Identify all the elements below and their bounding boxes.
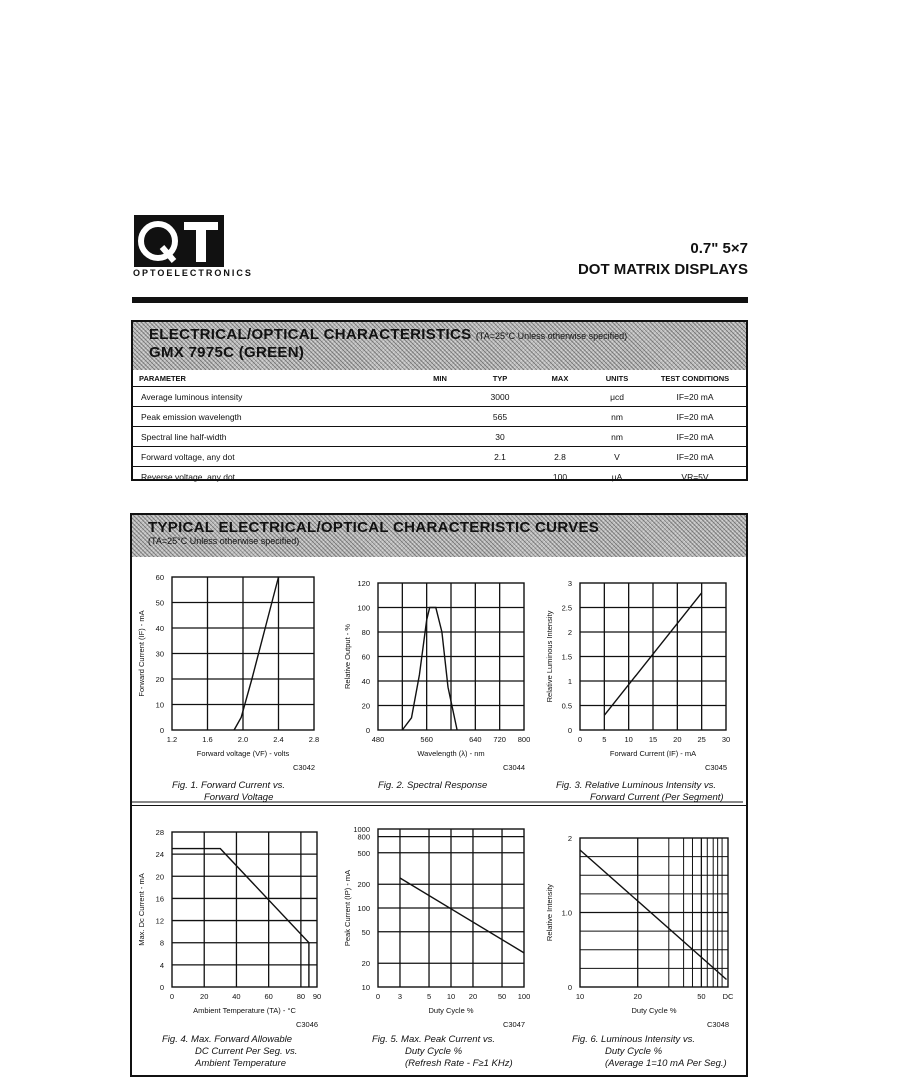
fig4-caption (162, 1034, 297, 1070)
chart-fig3-y-axis-label: Relative Luminous Intensity (545, 610, 554, 703)
chart-fig2-y-tick-label: 80 (361, 628, 370, 637)
chart-fig3-x-tick-label: 5 (602, 735, 607, 744)
chart-fig2-y-tick-label: 40 (361, 677, 370, 686)
chart-fig3-x-tick-label: 20 (673, 735, 682, 744)
chart-fig1-y-tick-label: 20 (155, 675, 164, 684)
chart-fig5-x-tick-label: 3 (397, 992, 403, 1001)
row-max: 2.8 (530, 447, 590, 467)
chart-fig4-x-tick-label: 0 (169, 992, 175, 1001)
row-units: nm (590, 407, 644, 427)
chart-fig2-x-tick-label: 800 (517, 735, 531, 744)
chart-fig1-x-tick-label: 2.0 (237, 735, 249, 744)
chart-fig3-y-tick-label: 2.5 (561, 603, 572, 613)
chart-fig3-x-axis-label: Forward Current (IF) - mA (609, 749, 697, 758)
row-parameter: Reverse voltage, any dot (133, 467, 410, 487)
fig5-caption (372, 1034, 513, 1070)
chart-fig6-x-tick-label: 10 (575, 992, 585, 1001)
title-size: 0.7" 5×7 (690, 240, 748, 257)
chart-fig1-x-axis-label: Forward voltage (VF) - volts (196, 749, 290, 758)
chart-fig6-x-tick-label: DC (722, 992, 734, 1001)
chart-fig3-code: C3045 (704, 763, 728, 772)
chart-fig2-x-tick-label: 720 (493, 735, 506, 744)
row-parameter: Average luminous intensity (133, 387, 410, 407)
chart-fig1-y-tick-label: 60 (155, 573, 164, 582)
chart-fig4-x-axis-label: Ambient Temperature (TA) - °C (193, 1006, 296, 1015)
chart-fig2-x-tick-label: 640 (469, 735, 482, 744)
part-number: GMX 7975C (GREEN) (149, 344, 305, 361)
chart-fig2-y-axis-label: Relative Output - % (343, 623, 352, 690)
caption-line: Ambient Temperature (195, 1058, 287, 1069)
chart-fig5-x-tick-label: 0 (375, 992, 381, 1001)
chart-fig5-x-tick-label: 50 (497, 992, 507, 1001)
fig3-caption (556, 780, 724, 804)
caption-line: Forward Current (Per Segment) (590, 792, 724, 803)
chart-fig5-x-tick-label: 10 (446, 992, 456, 1001)
chart-fig1-y-tick-label: 10 (155, 700, 164, 710)
chart-fig5-y-tick-label: 20 (361, 959, 370, 969)
chart-fig4-frame (172, 832, 317, 987)
chart-fig6-series-line (580, 850, 727, 980)
row-units: μcd (590, 387, 644, 407)
chart-fig6-x-tick-label: 20 (633, 992, 642, 1001)
chart-fig3-x-tick-label: 30 (721, 735, 731, 744)
chart-fig1-x-tick-label: 1.2 (166, 735, 178, 744)
fig2-caption (378, 780, 487, 792)
chart-fig3-x-tick-label: 15 (648, 735, 658, 744)
col-min: MIN (410, 370, 470, 387)
chart-fig1-y-tick-label: 30 (155, 649, 164, 659)
chart-fig5-x-tick-label: 100 (517, 992, 531, 1001)
fig1-caption (172, 780, 285, 804)
chart-fig1-code: C3042 (292, 763, 316, 772)
chart-fig3-x-tick-label: 0 (577, 735, 583, 744)
col-max: MAX (530, 370, 590, 387)
chart-fig6-y-axis-label: Relative Intensity (545, 883, 554, 942)
chart-fig5-x-axis-label: Duty Cycle % (428, 1006, 474, 1015)
row-typ: 2.1 (470, 447, 530, 467)
caption-line: Fig. 3. Relative Luminous Intensity vs. (556, 780, 716, 791)
chart-fig1-x-tick-label: 1.6 (202, 735, 213, 744)
chart-fig3-y-tick-label: 0 (567, 726, 572, 735)
row-typ: 3000 (470, 387, 530, 407)
caption-line: Fig. 1. Forward Current vs. (172, 780, 285, 791)
chart-fig6-y-tick-label: 1.0 (561, 908, 572, 918)
caption-line: (Average 1=10 mA Per Seg.) (605, 1058, 727, 1069)
caption-line: Forward Voltage (204, 792, 274, 803)
chart-fig5-x-tick-label: 5 (426, 992, 432, 1001)
row-typ: 565 (470, 407, 530, 427)
chart-fig5-y-tick-label: 50 (361, 927, 370, 937)
chart-fig4-x-tick-label: 60 (264, 992, 273, 1001)
chart-fig3-y-tick-label: 0.5 (561, 701, 572, 711)
col-units: UNITS (590, 370, 644, 387)
chart-fig5-y-tick-label: 10 (361, 983, 370, 992)
row-typ: 30 (470, 427, 530, 447)
chart-fig5-code: C3047 (502, 1020, 526, 1029)
chart-fig4-code: C3046 (295, 1020, 319, 1029)
chart-fig4-y-tick-label: 12 (155, 916, 164, 926)
chart-fig5-y-tick-label: 500 (357, 848, 370, 858)
chart-fig3-y-tick-label: 2 (567, 628, 572, 637)
row-condition: IF=20 mA (644, 427, 746, 447)
chart-fig5-y-tick-label: 800 (357, 832, 370, 842)
chart-fig4-y-tick-label: 20 (155, 872, 164, 882)
row-max: 100 (530, 467, 590, 487)
chart-fig3-x-tick-label: 10 (624, 735, 633, 744)
chart-fig6-y-tick-label: 0 (567, 983, 572, 992)
chart-fig1-x-tick-label: 2.4 (273, 735, 284, 744)
chart-fig2-y-tick-label: 0 (365, 726, 370, 735)
electrical-title: ELECTRICAL/OPTICAL CHARACTERISTICS (149, 326, 472, 343)
chart-fig2-x-tick-label: 560 (420, 735, 433, 744)
chart-fig4-y-tick-label: 24 (155, 850, 164, 860)
chart-fig1-y-tick-label: 40 (155, 624, 164, 633)
chart-fig5-y-axis-label: Peak Current (IP) - mA (343, 869, 352, 947)
logo-subtext: OPTOELECTRONICS (133, 268, 253, 278)
chart-fig5-y-tick-label: 100 (357, 904, 370, 913)
chart-fig2-x-axis-label: Wavelength (λ) - nm (417, 749, 485, 758)
chart-fig2-y-tick-label: 120 (357, 579, 370, 588)
chart-fig6-x-axis-label: Duty Cycle % (631, 1006, 677, 1015)
row-parameter: Peak emission wavelength (133, 407, 410, 427)
caption-line: Fig. 2. Spectral Response (378, 780, 488, 791)
title-product: DOT MATRIX DISPLAYS (577, 261, 748, 278)
chart-fig2-y-tick-label: 20 (361, 701, 370, 711)
chart-fig4-y-tick-label: 8 (159, 938, 164, 948)
row-units: μA (590, 467, 644, 487)
col-test-conditions: TEST CONDITIONS (644, 370, 746, 387)
caption-line: DC Current Per Seg. vs. (195, 1046, 298, 1057)
chart-fig1-y-tick-label: 50 (155, 598, 164, 608)
col-typ: TYP (470, 370, 530, 387)
chart-fig6-y-tick-label: 2 (567, 834, 572, 843)
chart-fig4-y-tick-label: 0 (159, 983, 164, 992)
chart-fig4-y-axis-label: Max. Dc Current - mA (137, 873, 146, 946)
electrical-condition: (TA=25°C Unless otherwise specified) (475, 331, 628, 341)
chart-fig2-y-tick-label: 60 (361, 652, 370, 662)
chart-fig2-x-tick-label: 480 (371, 735, 385, 744)
row-condition: IF=20 mA (644, 447, 746, 467)
chart-fig4-x-tick-label: 80 (296, 992, 306, 1001)
chart-fig6-code: C3048 (706, 1020, 730, 1029)
chart-fig2-y-tick-label: 100 (357, 603, 370, 613)
chart-fig5-x-tick-label: 20 (468, 992, 478, 1001)
curves-condition: (TA=25°C Unless otherwise specified) (148, 536, 300, 546)
caption-line: Fig. 4. Max. Forward Allowable (162, 1034, 293, 1045)
chart-fig3-x-tick-label: 25 (697, 735, 706, 744)
chart-fig3-y-tick-label: 1 (567, 677, 572, 686)
chart-fig5-series-line (400, 878, 524, 953)
chart-fig4-y-tick-label: 28 (155, 828, 164, 837)
row-condition: IF=20 mA (644, 407, 746, 427)
chart-fig3-y-tick-label: 1.5 (561, 652, 572, 662)
chart-fig5-y-tick-label: 200 (357, 880, 370, 890)
row-condition: VR=5V (644, 467, 746, 487)
caption-line: (Refresh Rate - F≥1 KHz) (405, 1058, 513, 1069)
caption-line: Duty Cycle % (605, 1046, 663, 1057)
caption-line: Fig. 6. Luminous Intensity vs. (572, 1034, 696, 1045)
row-units: nm (590, 427, 644, 447)
chart-fig6-x-tick-label: 50 (697, 992, 706, 1001)
chart-fig1-x-tick-label: 2.8 (308, 735, 320, 744)
caption-line: Fig. 5. Max. Peak Current vs. (372, 1034, 496, 1045)
row-units: V (590, 447, 644, 467)
chart-fig4-y-tick-label: 4 (159, 960, 164, 970)
curves-title: TYPICAL ELECTRICAL/OPTICAL CHARACTERISTIC CURVES (148, 519, 600, 536)
chart-fig2-series-line (402, 608, 457, 731)
row-parameter: Forward voltage, any dot (133, 447, 410, 467)
chart-fig4-series-line (172, 849, 309, 987)
col-parameter: PARAMETER (133, 370, 410, 387)
chart-fig5-y-tick-label: 1000 (353, 825, 370, 834)
chart-fig4-y-tick-label: 16 (155, 894, 164, 904)
chart-fig1-y-axis-label: Forward Current (IF) - mA (137, 610, 146, 697)
chart-fig3-y-tick-label: 3 (567, 579, 572, 588)
fig6-caption (572, 1034, 727, 1070)
chart-fig4-x-tick-label: 40 (232, 992, 241, 1001)
chart-fig4-x-tick-label: 90 (312, 992, 322, 1001)
row-parameter: Spectral line half-width (133, 427, 410, 447)
caption-line: Duty Cycle % (405, 1046, 463, 1057)
row-condition: IF=20 mA (644, 387, 746, 407)
chart-fig2-code: C3044 (502, 763, 526, 772)
chart-fig4-x-tick-label: 20 (200, 992, 209, 1001)
chart-fig1-y-tick-label: 0 (159, 726, 164, 735)
